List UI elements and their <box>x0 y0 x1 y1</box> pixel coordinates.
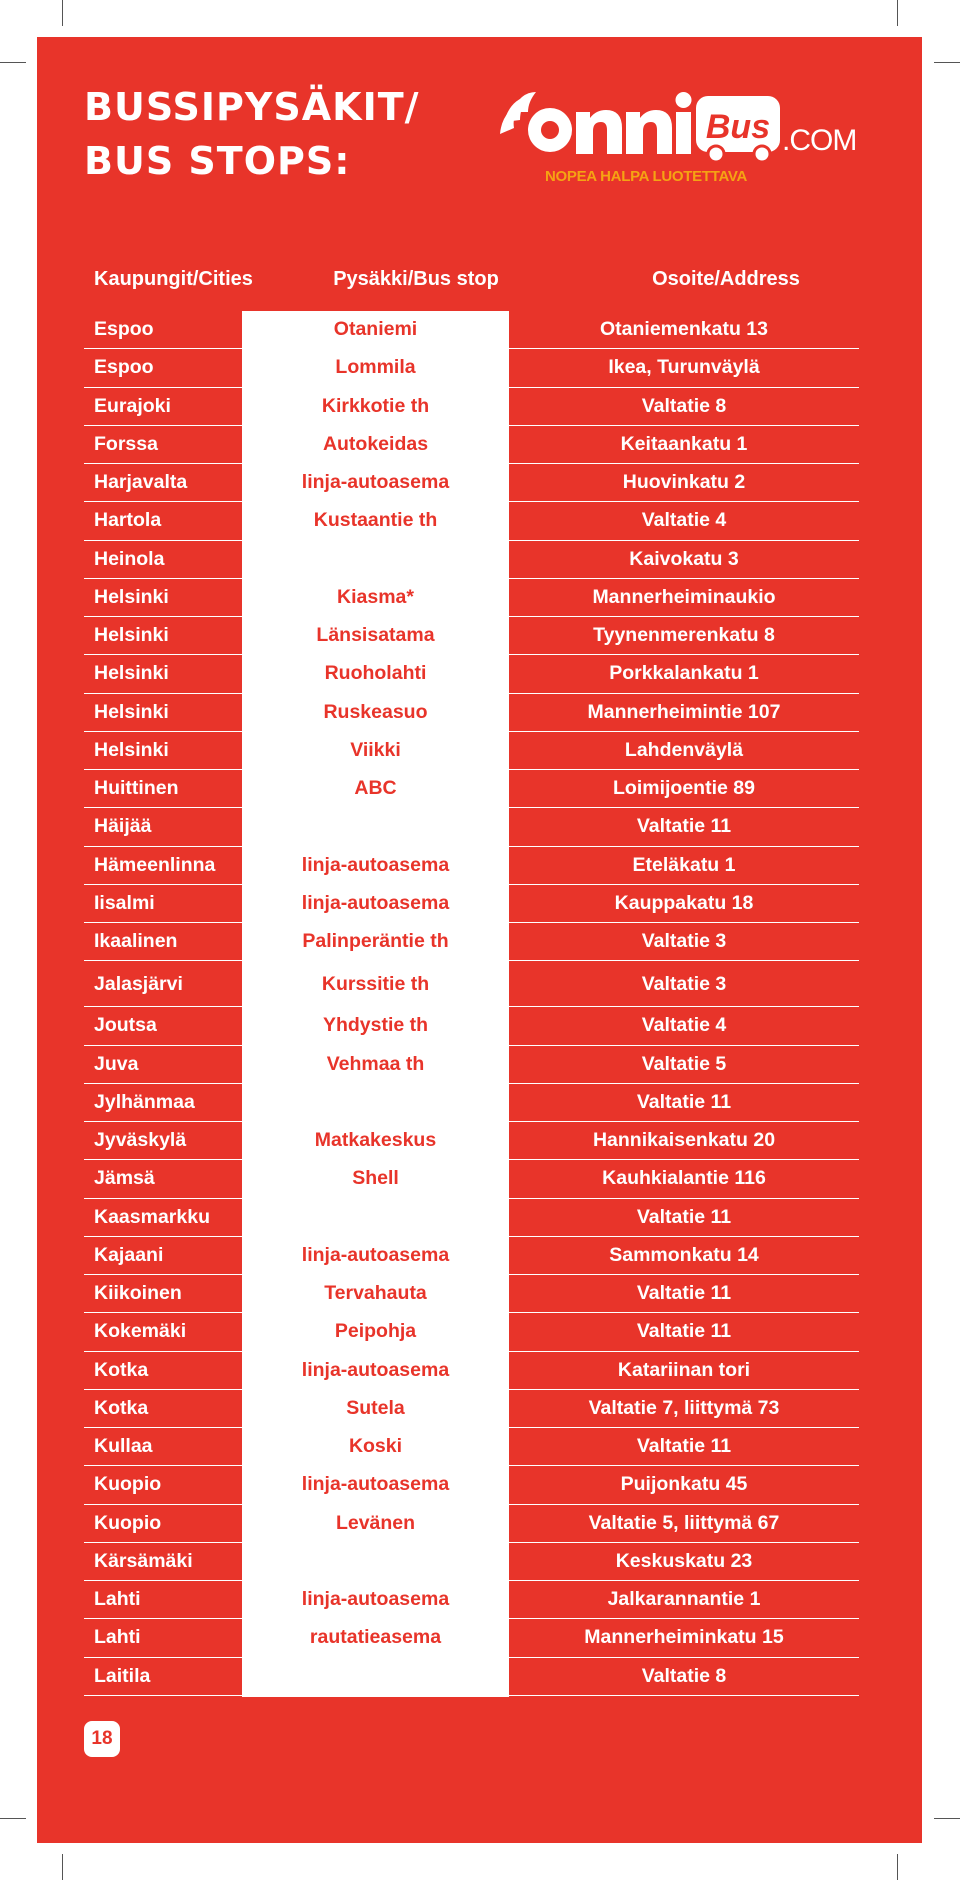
city-cell: Jalasjärvi <box>94 973 183 996</box>
city-cell: Espoo <box>94 318 154 340</box>
page-number: 18 <box>84 1721 120 1757</box>
table-row <box>84 1199 859 1237</box>
table-row <box>84 349 859 387</box>
table-row <box>84 311 859 349</box>
address-cell: Valtatie 8 <box>641 394 727 417</box>
bus-stop-cell: Koski <box>348 1435 403 1457</box>
bus-stop-cell: Tervahauta <box>324 1282 427 1304</box>
table-row <box>84 1046 859 1084</box>
table-row <box>84 1084 859 1122</box>
address-cell: Loimijoentie 89 <box>613 777 755 799</box>
address-cell: Hannikaisenkatu 20 <box>592 1129 776 1151</box>
bus-stops-table <box>84 311 859 1696</box>
bus-stop-cell: Kiasma* <box>337 585 414 608</box>
bus-stop-cell: linja-autoasema <box>301 1358 450 1381</box>
title-line-2: BUS STOPS: <box>84 139 351 183</box>
table-row <box>84 655 859 693</box>
bus-stop-cell: Lommila <box>335 356 416 379</box>
table-row <box>84 808 859 846</box>
city-cell: Jylhänmaa <box>94 1090 195 1113</box>
table-row <box>84 1007 859 1045</box>
bus-stop-cell: Kustaantie th <box>313 509 438 532</box>
crop-mark <box>0 1818 26 1819</box>
address-cell: Valtatie 3 <box>641 973 727 996</box>
city-cell: Lahti <box>94 1588 141 1610</box>
city-cell: Eurajoki <box>94 394 171 417</box>
table-row <box>84 1160 859 1198</box>
city-cell: Helsinki <box>94 738 169 761</box>
city-cell: Heinola <box>94 547 165 570</box>
bus-stop-cell: Otaniemi <box>333 318 418 340</box>
address-cell: Valtatie 11 <box>636 815 732 838</box>
bus-stop-cell: rautatieasema <box>309 1626 442 1649</box>
crop-mark <box>897 0 898 26</box>
address-cell: Mannerheiminkatu 15 <box>584 1626 784 1649</box>
bus-stop-cell: Yhdystie th <box>322 1014 429 1037</box>
column-header-stop: Pysäkki/Bus stop <box>333 268 499 290</box>
bus-stop-cell: Palinperäntie th <box>302 930 449 952</box>
crop-mark <box>0 62 26 63</box>
city-cell: Helsinki <box>94 662 169 685</box>
crop-mark <box>897 1854 898 1880</box>
table-row <box>84 1543 859 1581</box>
address-cell: Mannerheiminaukio <box>592 585 776 608</box>
bus-stop-cell: Kurssitie th <box>321 973 430 996</box>
city-cell: Laitila <box>94 1664 151 1687</box>
bus-stop-cell: Ruoholahti <box>324 662 427 685</box>
address-cell: Valtatie 3 <box>641 930 727 952</box>
table-row <box>84 1352 859 1390</box>
table-row <box>84 1581 859 1619</box>
address-cell: Valtatie 11 <box>636 1282 732 1304</box>
bus-stop-cell: Shell <box>352 1167 399 1190</box>
address-cell: Valtatie 4 <box>641 509 727 532</box>
address-cell: Valtatie 11 <box>636 1090 732 1113</box>
address-cell: Ikea, Turunväylä <box>608 356 760 379</box>
bus-stop-cell: linja-autoasema <box>301 853 450 876</box>
logo-onni <box>528 92 692 154</box>
city-cell: Kajaani <box>94 1243 164 1266</box>
address-cell: Valtatie 11 <box>636 1320 732 1343</box>
column-header-city: Kaupungit/Cities <box>94 268 253 290</box>
table-row <box>84 1122 859 1160</box>
address-cell: Eteläkatu 1 <box>632 853 736 876</box>
bus-stop-cell: Ruskeasuo <box>323 700 428 723</box>
page-title <box>84 80 420 188</box>
table-row <box>84 694 859 732</box>
city-cell: Juva <box>94 1052 139 1075</box>
bus-stop-cell: linja-autoasema <box>301 1243 450 1266</box>
city-cell: Espoo <box>94 356 154 379</box>
address-cell: Sammonkatu 14 <box>609 1243 759 1266</box>
table-row <box>84 1313 859 1351</box>
crop-mark <box>934 62 960 63</box>
city-cell: Kaasmarkku <box>94 1205 210 1228</box>
bus-stop-cell: Autokeidas <box>322 432 429 455</box>
address-cell: Kaivokatu 3 <box>629 547 739 570</box>
city-cell: Ikaalinen <box>94 930 178 952</box>
bus-stop-cell: Länsisatama <box>316 624 435 646</box>
table-row <box>84 1658 859 1696</box>
bus-stop-cell: Sutela <box>346 1396 405 1419</box>
address-cell: Valtatie 5 <box>641 1052 727 1075</box>
bus-stop-cell: Peipohja <box>334 1320 417 1343</box>
crop-mark <box>62 1854 63 1880</box>
crop-mark <box>62 0 63 26</box>
crop-mark <box>934 1818 960 1819</box>
city-cell: Kotka <box>94 1396 149 1419</box>
address-cell: Valtatie 4 <box>641 1014 727 1037</box>
table-row <box>84 1466 859 1504</box>
address-cell: Valtatie 7, liittymä 73 <box>588 1396 780 1419</box>
table-row <box>84 464 859 502</box>
onnibus-logo <box>498 82 858 232</box>
table-row <box>84 388 859 426</box>
address-cell: Porkkalankatu 1 <box>609 662 759 685</box>
table-row <box>84 426 859 464</box>
bus-stop-cell: linja-autoasema <box>301 1473 450 1496</box>
table-row <box>84 617 859 655</box>
table-row <box>84 961 859 1007</box>
city-cell: Lahti <box>94 1626 141 1649</box>
city-cell: Hämeenlinna <box>94 853 216 876</box>
address-cell: Keitaankatu 1 <box>620 432 748 455</box>
city-cell: Häijää <box>94 815 152 838</box>
city-cell: Joutsa <box>94 1014 157 1037</box>
city-cell: Kotka <box>94 1358 149 1381</box>
city-cell: Kärsämäki <box>94 1549 193 1572</box>
address-cell: Valtatie 8 <box>641 1664 727 1687</box>
city-cell: Helsinki <box>94 624 169 646</box>
table-row <box>84 1390 859 1428</box>
city-cell: Iisalmi <box>94 891 155 914</box>
city-cell: Jämsä <box>94 1167 155 1190</box>
bus-stop-cell: Matkakeskus <box>314 1129 437 1151</box>
bus-stop-cell: linja-autoasema <box>301 471 450 493</box>
address-cell: Katariinan tori <box>617 1358 751 1381</box>
bus-stop-cell: ABC <box>354 777 397 799</box>
table-row <box>84 1619 859 1657</box>
table-row <box>84 923 859 961</box>
table-row <box>84 541 859 579</box>
table-row <box>84 1275 859 1313</box>
city-cell: Kullaa <box>94 1435 153 1457</box>
table-row <box>84 1237 859 1275</box>
city-cell: Hartola <box>94 509 162 532</box>
city-cell: Harjavalta <box>94 471 188 493</box>
address-cell: Kauppakatu 18 <box>614 891 754 914</box>
address-cell: Tyynenmerenkatu 8 <box>593 624 775 646</box>
table-row <box>84 885 859 923</box>
city-cell: Forssa <box>94 432 158 455</box>
bus-icon <box>696 96 780 162</box>
table-row <box>84 732 859 770</box>
city-cell: Kiikoinen <box>94 1282 182 1304</box>
bus-stop-cell: Kirkkotie th <box>321 394 430 417</box>
table-row <box>84 770 859 808</box>
bus-stop-cell: Levänen <box>335 1511 416 1534</box>
city-cell: Jyväskylä <box>94 1129 187 1151</box>
city-cell: Kuopio <box>94 1473 162 1496</box>
city-cell: Kokemäki <box>94 1320 187 1343</box>
address-cell: Jalkarannantie 1 <box>607 1588 761 1610</box>
address-cell: Mannerheimintie 107 <box>587 700 781 723</box>
city-cell: Helsinki <box>94 585 169 608</box>
table-row <box>84 502 859 540</box>
table-header <box>84 262 859 296</box>
svg-text:Bus: Bus <box>705 108 771 146</box>
bus-stop-cell: Viikki <box>350 738 401 761</box>
city-cell: Helsinki <box>94 700 169 723</box>
column-header-address: Osoite/Address <box>652 268 800 290</box>
logo-tagline: NOPEA HALPA LUOTETTAVA <box>545 168 748 185</box>
city-cell: Huittinen <box>94 777 179 799</box>
table-row <box>84 1428 859 1466</box>
bus-stop-cell: linja-autoasema <box>301 891 450 914</box>
address-cell: Valtatie 11 <box>636 1205 732 1228</box>
city-cell: Kuopio <box>94 1511 162 1534</box>
address-cell: Valtatie 5, liittymä 67 <box>588 1511 780 1534</box>
table-row <box>84 579 859 617</box>
address-cell: Keskuskatu 23 <box>615 1549 753 1572</box>
title-line-1: BUSSIPYSÄKIT/ <box>84 85 420 129</box>
address-cell: Huovinkatu 2 <box>622 471 746 493</box>
address-cell: Valtatie 11 <box>636 1435 732 1457</box>
address-cell: Puijonkatu 45 <box>620 1473 748 1496</box>
onnibus-logo-mark <box>498 82 858 172</box>
table-row <box>84 847 859 885</box>
address-cell: Otaniemenkatu 13 <box>600 318 768 340</box>
table-row <box>84 1505 859 1543</box>
logo-dotcom: .COM <box>782 124 857 157</box>
bus-stop-cell: linja-autoasema <box>301 1588 450 1610</box>
address-cell: Kauhkialantie 116 <box>602 1167 766 1190</box>
address-cell: Lahdenväylä <box>624 738 744 761</box>
bus-stop-cell: Vehmaa th <box>326 1052 425 1075</box>
